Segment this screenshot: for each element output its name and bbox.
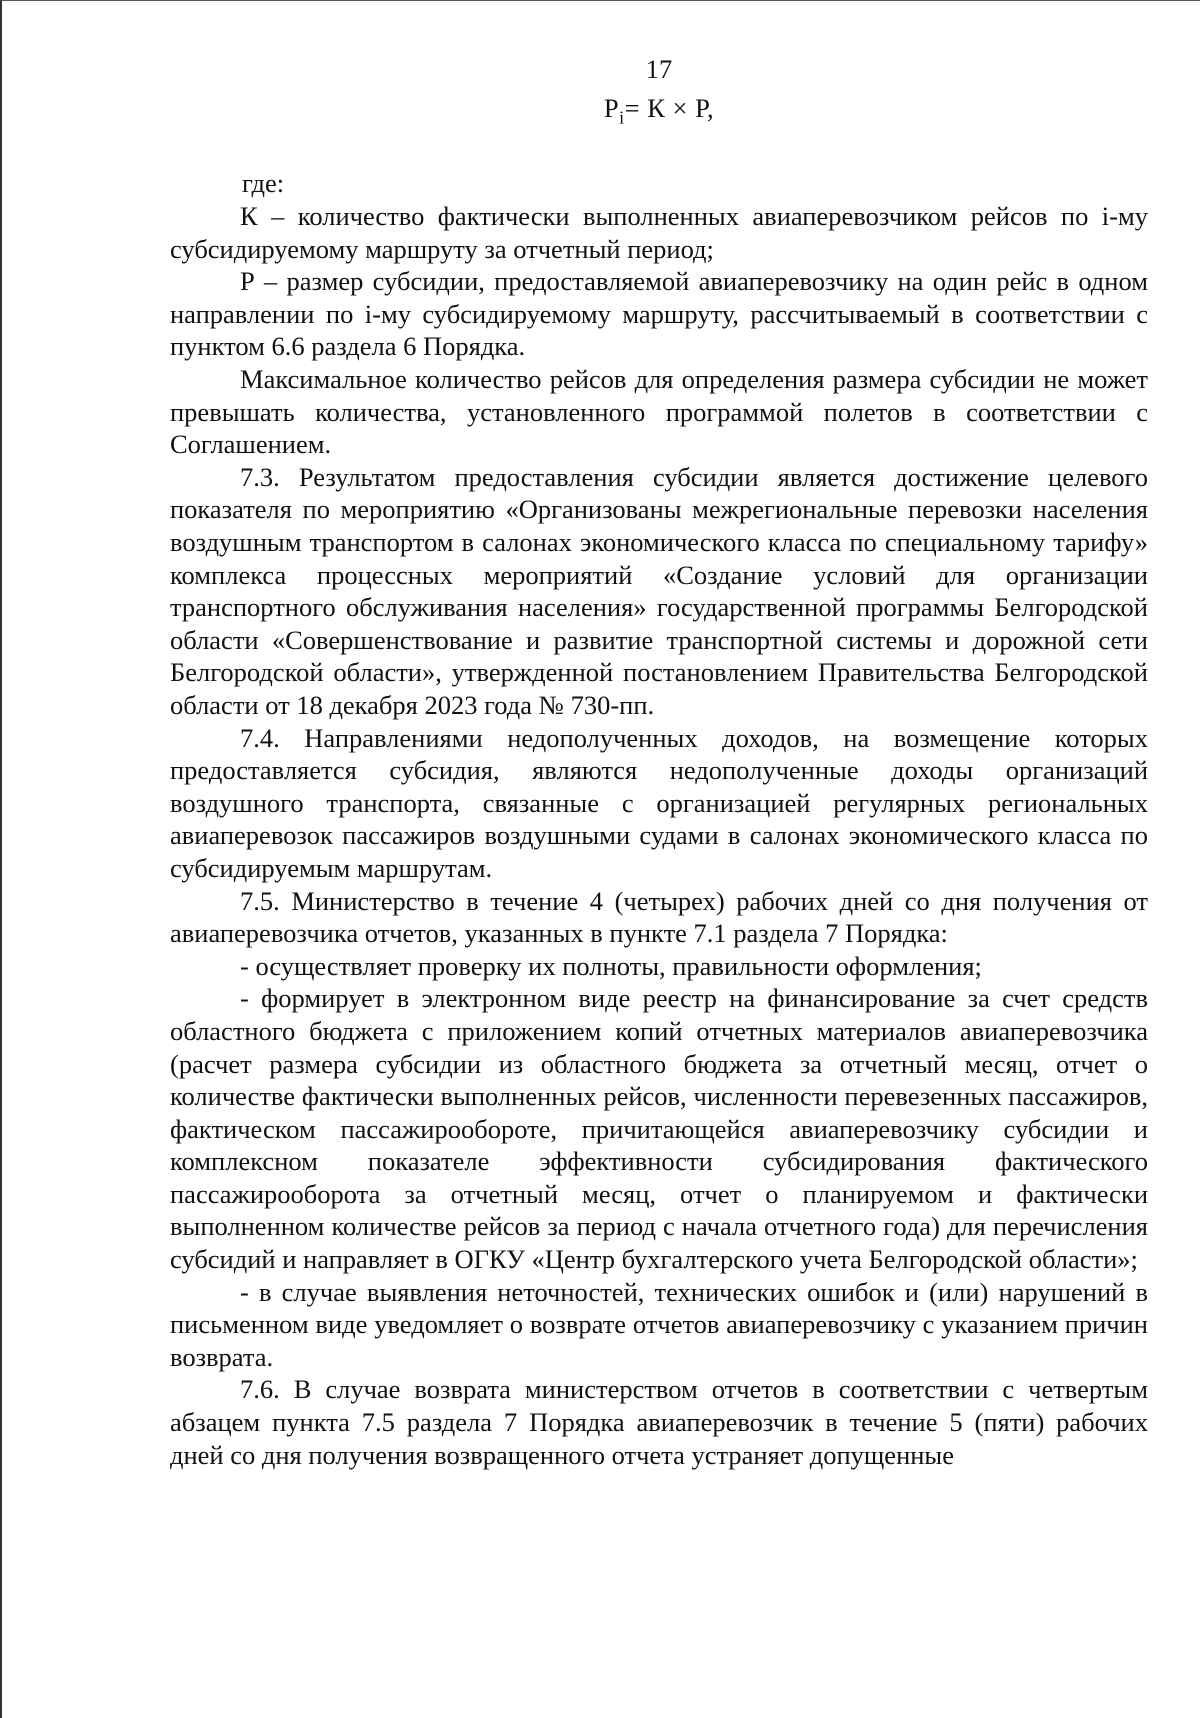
paragraph-7-5-item-check: - осуществляет проверку их полноты, правильности оформления; (240, 950, 982, 981)
paragraph-7-3: 7.3. Результатом предоставления субсидии является достижение целевого показателя по мероприятию «Организованы межрегиональные перевозки населения воздушным транспортом в салонах экономического класса по специальному тарифу» комплекса процессных мероприятий «Создание условий для организации транспортного обслуживания населения» государственной программы Белгородской области «Совершенствование и развитие транспортной системы и дорожной сети Белгородской области», утвержденной постановлением Правительства Белгородской области от 18 декабря 2023 года № 730-пп. (170, 461, 1148, 720)
formula-rhs: = К × Р, (624, 92, 715, 123)
paragraph-max-flights: Максимальное количество рейсов для определения размера субсидии не может превышать количества, установленного программой полетов в соответствии с Соглашением. (170, 364, 1148, 460)
paragraph-7-5-item-return: - в случае выявления неточностей, технических ошибок и (или) нарушений в письменном виде уведомляет о возврате отчетов авиаперевозчику с указанием причин возврата. (170, 1276, 1148, 1372)
paragraph-7-5-item-registry: - формирует в электронном виде реестр на финансирование за счет средств областного бюджета с приложением копий отчетных материалов авиаперевозчика (расчет размера субсидии из областного бюджета за отчетный месяц, отчет о количестве фактически выполненных рейсов, численности перевезенных пассажиров, фактическом пассажирообороте, причитающейся авиаперевозчику субсидии и комплексном показателе эффективности субсидирования фактического пассажирооборота за отчетный месяц, отчет о планируемом и фактически выполненном количестве рейсов за период с начала отчетного года) для перечисления субсидий и направляет в ОГКУ «Центр бухгалтерского учета Белгородской области»; (170, 983, 1148, 1275)
paragraph-7-6: 7.6. В случае возврата министерством отчетов в соответствии с четвертым абзацем пункта 7.5 раздела 7 Порядка авиаперевозчик в течение 5 (пяти) рабочих дней со дня получения возвращенного отчета устраняет допущенные (170, 1374, 1148, 1470)
formula-lhs-subscript: i (619, 106, 625, 127)
paragraph-7-5: 7.5. Министерство в течение 4 (четырех) рабочих дней со дня получения от авиаперевозчика отчетов, указанных в пункте 7.1 раздела 7 Порядка: (170, 885, 1148, 949)
paragraph-7-4: 7.4. Направлениями недополученных доходов, на возмещение которых предоставляется субсидия, являются недополученные доходы организаций воздушного транспорта, связанные с организацией регулярных региональных авиаперевозок пассажиров воздушными судами в салонах экономического класса по субсидируемым маршрутам. (170, 722, 1148, 883)
page-number: 17 (645, 54, 673, 84)
paragraph-k-definition: К – количество фактически выполненных авиаперевозчиком рейсов по i-му субсидируемому маршруту за отчетный период; (170, 201, 1148, 264)
formula (170, 92, 1148, 134)
formula-lhs: P (603, 92, 620, 123)
paragraph-p-definition: Р – размер субсидии, предоставляемой авиаперевозчику на один рейс в одном направлении по i-му субсидируемому маршруту, рассчитываемый в соответствии с пунктом 6.6 раздела 6 Порядка. (170, 266, 1148, 362)
paragraph-where: где: (242, 168, 285, 199)
document-body (170, 53, 1148, 1471)
